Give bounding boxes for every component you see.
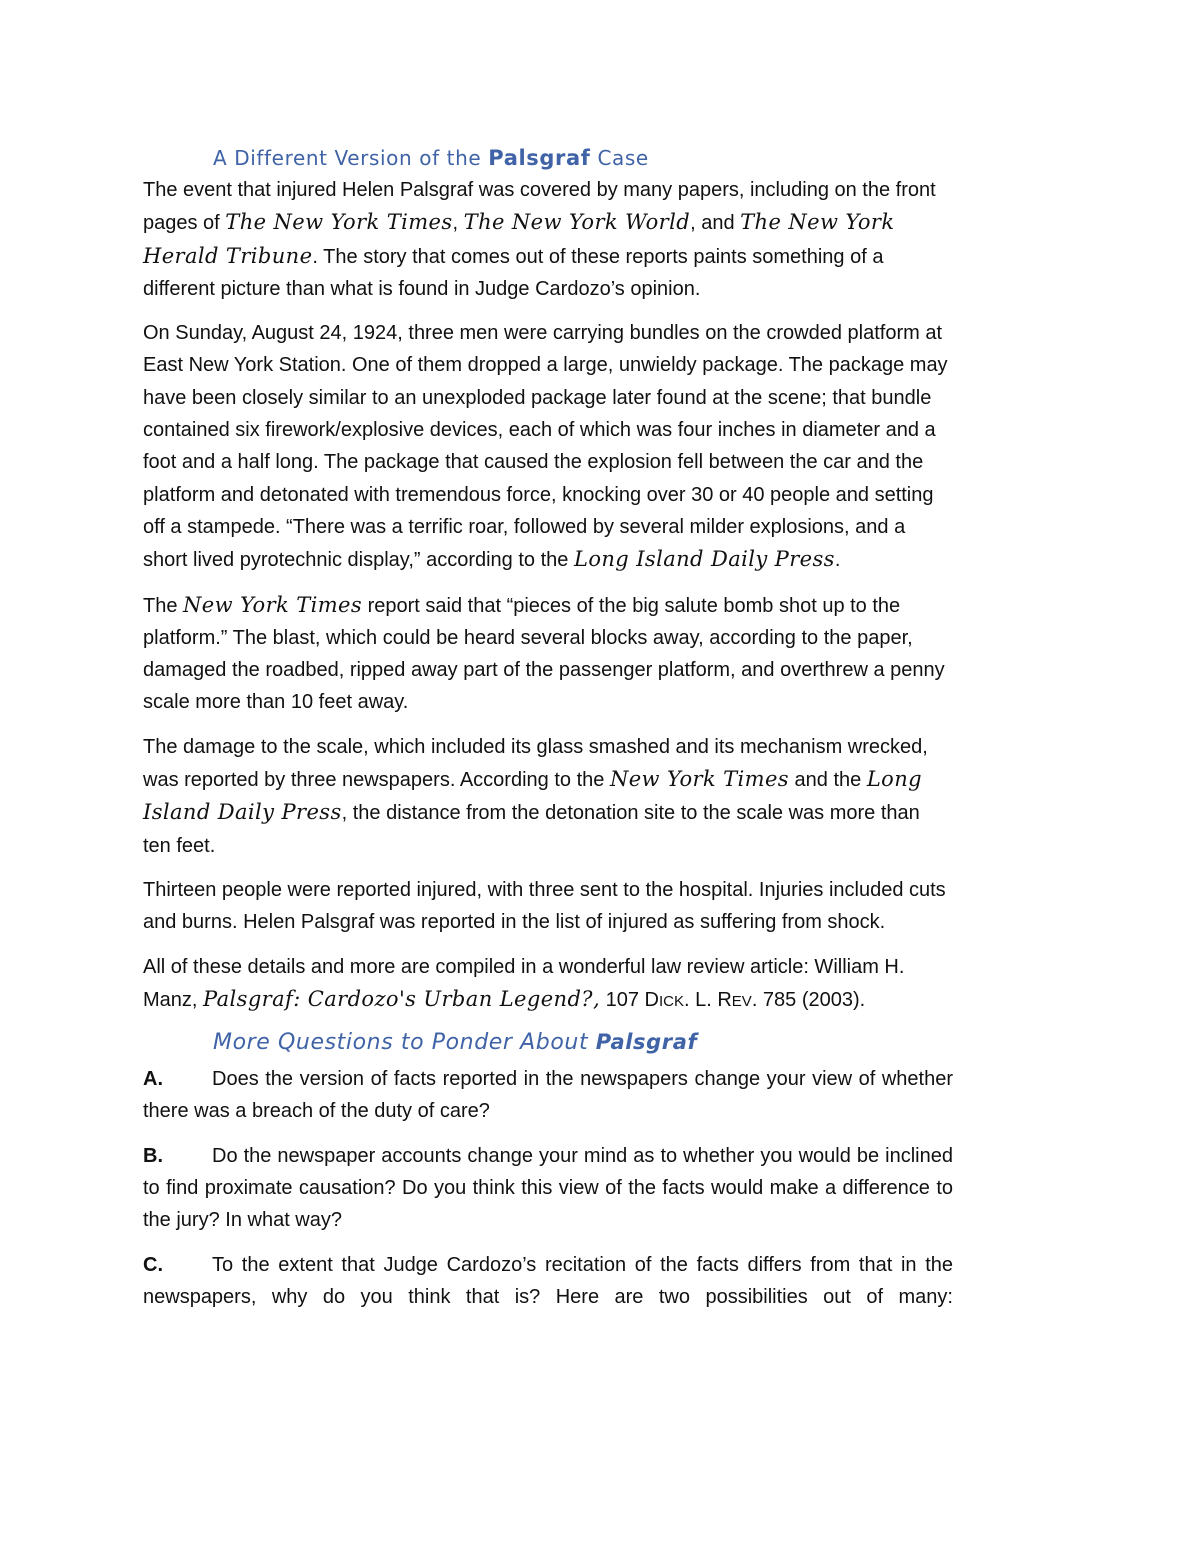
question-text: Do the newspaper accounts change your mind as to whether you would be inclined to find proximate causation? Do you think this view of the facts would make a difference to the jury? In what way? bbox=[143, 1144, 953, 1232]
heading-emphasis: Palsgraf bbox=[595, 1030, 698, 1055]
question-label: C. bbox=[143, 1253, 163, 1276]
question-b bbox=[143, 1140, 953, 1237]
question-text: To the extent that Judge Cardozo’s recitation of the facts differs from that in the newspapers, why do you think that is? Here are two possibilities out of many: bbox=[143, 1253, 953, 1308]
question-text: Does the version of facts reported in the newspapers change your view of whether there was a breach of the duty of care? bbox=[143, 1068, 953, 1123]
publication-title: The New York Herald Tribune bbox=[143, 210, 895, 268]
questions-heading: More Questions to Ponder About Palsgraf bbox=[213, 1030, 698, 1056]
publication-title: Long Island Daily Press bbox=[573, 547, 835, 572]
section-heading: A Different Version of the Palsgraf Case bbox=[213, 146, 649, 170]
question-c bbox=[143, 1249, 953, 1314]
question-a bbox=[143, 1063, 953, 1128]
paragraph-injuries: Thirteen people were reported injured, with three sent to the hospital. Injuries included cuts and burns. Helen Palsgraf was reported in the list of injured as suffering from shock. bbox=[143, 878, 946, 934]
paragraph-coverage: The event that injured Helen Palsgraf was covered by many papers, including on the front pages of The New York Times, The New York World, and The New York Herald Tribune. The story that comes out of these reports paints something of a different picture than what is found in Judge Cardozo’s opinion. bbox=[143, 179, 936, 300]
publication-title: The New York World bbox=[463, 210, 691, 235]
question-label: B. bbox=[143, 1144, 163, 1167]
publication-title: The New York Times bbox=[225, 210, 453, 235]
heading-emphasis: Palsgraf bbox=[488, 146, 591, 170]
paragraph-event: On Sunday, August 24, 1924, three men were carrying bundles on the crowded platform at East New York Station. One of them dropped a large, unwieldy package. The package may have been closely similar to an unexploded package later found at the scene; that bundle contained six firework/explosive devices, each of which was four inches in diameter and a foot and a half long. The package that caused the explosion fell between the car and the platform and detonated with tremendous force, knocking over 30 or 40 people and setting off a stampede. “There was a terrific roar, followed by several milder explosions, and a short lived pyrotechnic display,” according to the Long Island Daily Press. bbox=[143, 322, 948, 572]
article-title: Palsgraf: Cardozo's Urban Legend?, bbox=[203, 986, 601, 1011]
publication-title: New York Times bbox=[183, 592, 363, 617]
paragraph-scale-damage: The damage to the scale, which included its glass smashed and its mechanism wrecked, was reported by three newspapers. According to the New York Times and the Long Island Daily Press, the distance from the detonation site to the scale was more than ten feet. bbox=[143, 735, 928, 857]
publication-title: New York Times bbox=[609, 767, 789, 792]
publication-title: Long Island Daily Press bbox=[143, 767, 922, 825]
question-label: A. bbox=[143, 1068, 163, 1091]
document-body bbox=[143, 146, 953, 1325]
paragraph-citation: All of these details and more are compiled in a wonderful law review article: William H. Manz, Palsgraf: Cardozo's Urban Legend?, 107 DICK. L. REV. 785 (2003). bbox=[143, 955, 905, 1011]
paragraph-times-report: The New York Times report said that “pieces of the big salute bomb shot up to the platform.” The blast, which could be heard several blocks away, according to the paper, damaged the roadbed, ripped away part of the passenger platform, and overthrew a penny scale more than 10 feet away. bbox=[143, 592, 945, 714]
